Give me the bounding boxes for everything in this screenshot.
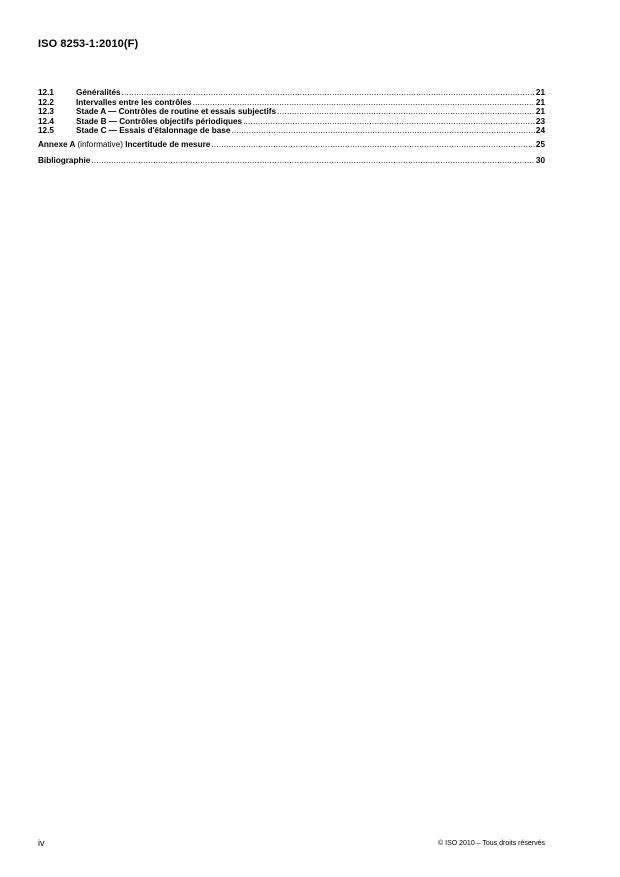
toc-entry-number: 12.2 — [38, 97, 54, 107]
dot-leader — [122, 88, 535, 98]
toc-entry-title: Généralités — [76, 88, 121, 97]
copyright-notice: © ISO 2010 – Tous droits réservés — [438, 840, 545, 847]
toc-entry-page: 21 — [535, 107, 545, 117]
toc-entry-page: 25 — [535, 139, 545, 149]
toc-entry-12-5[interactable] — [38, 126, 545, 136]
dot-leader — [231, 126, 535, 136]
dot-leader — [193, 98, 535, 108]
toc-entry-bibliography[interactable] — [38, 156, 545, 166]
toc-entry-title: Stade A — Contrôles de routine et essais subjectifs — [76, 107, 277, 117]
toc-entry-number: 12.4 — [38, 116, 54, 126]
table-of-contents — [38, 88, 545, 165]
annex-qualifier: (informative) — [77, 139, 123, 149]
annex-title: Incertitude de mesure — [125, 139, 211, 149]
dot-leader — [91, 156, 535, 166]
toc-entry-12-1[interactable] — [38, 88, 545, 98]
toc-entry-title: Stade B — Contrôles objectifs périodiques — [76, 116, 243, 126]
dot-leader — [211, 140, 535, 150]
dot-leader — [277, 107, 535, 117]
toc-entry-page: 21 — [535, 97, 545, 107]
page-number: iv — [38, 838, 45, 848]
annex-label: Annexe A — [38, 139, 76, 149]
toc-entry-page: 24 — [535, 126, 545, 136]
toc-entry-page: 30 — [535, 155, 545, 165]
toc-entry-page: 23 — [535, 116, 545, 126]
toc-entry-title: Bibliographie — [38, 155, 91, 165]
toc-entry-12-3[interactable] — [38, 107, 545, 117]
toc-entry-number: 12.1 — [38, 88, 54, 97]
toc-entry-annex-a[interactable] — [38, 140, 545, 150]
toc-entry-title: Intervalles entre les contrôles — [76, 97, 192, 107]
document-id-header: ISO 8253-1:2010(F) — [38, 38, 139, 50]
toc-entry-12-2[interactable] — [38, 98, 545, 108]
toc-entry-title: Stade C — Essais d'étalonnage de base — [76, 126, 231, 136]
toc-entry-12-4[interactable] — [38, 117, 545, 127]
dot-leader — [243, 117, 535, 127]
toc-entry-number: 12.3 — [38, 107, 54, 117]
toc-entry-number: 12.5 — [38, 126, 54, 136]
toc-annex-title — [38, 140, 210, 150]
toc-entry-page: 21 — [535, 88, 545, 97]
